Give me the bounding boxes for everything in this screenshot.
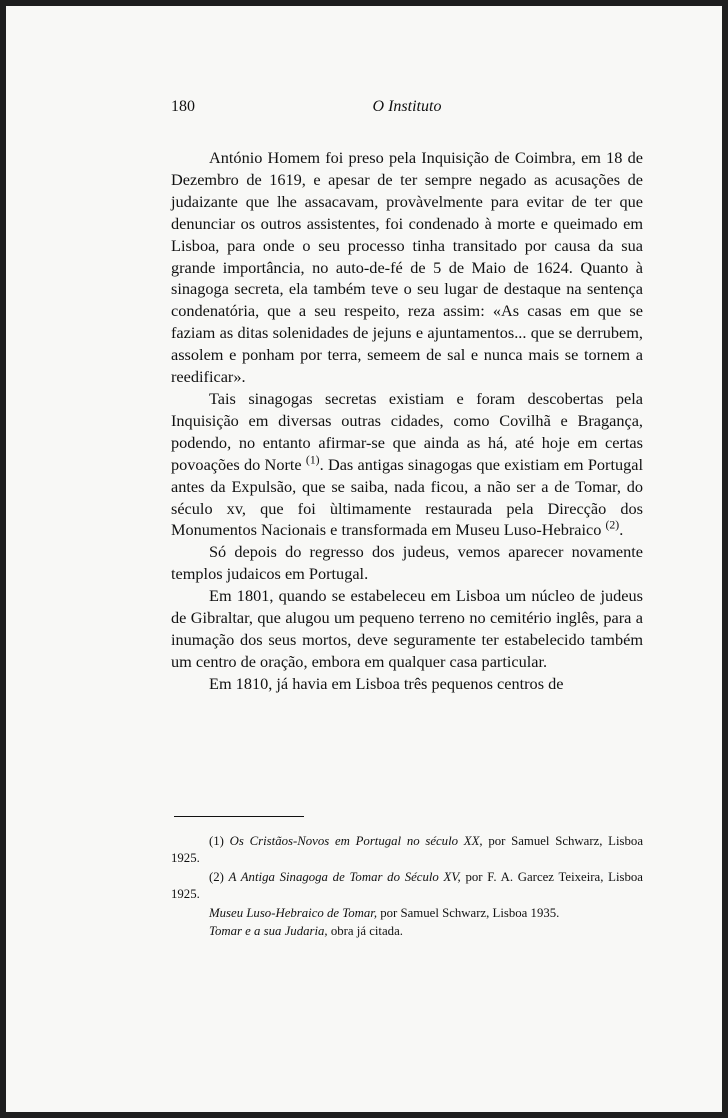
paragraph: António Homem foi preso pela Inquisição de Coimbra, em 18 de Dezembro de 1619, e apesar de ter sempre negado as acusações de judaizante que lhe assacavam, provàvelmente para evitar de ter que denunciar os outros assistentes, foi condenado à morte e queimado em Lisboa, para onde o seu processo tinha transitado por causa da sua grande importância, no auto-de-fé de 5 de Maio de 1624. Quanto à sinagoga secreta, ela também teve o seu lugar de destaque na sentença condenatória, que a seu respeito, reza assim: «As casas em que se faziam as ditas solenidades de jejuns e ajuntamentos... que se derrubem, assolem e ponham por terra, semeem de sal e nunca mais se tornem a reedificar».: [171, 148, 643, 387]
paragraph: [171, 388, 643, 541]
paragraph: Só depois do regresso dos judeus, vemos aparecer novamente templos judaicos em Portugal.: [171, 542, 643, 584]
footnote-text: por Samuel Schwarz, Lisboa 1935.: [377, 905, 560, 920]
paragraph-text: . Das antigas sinagogas que existiam em Portugal antes da Expulsão, que se saiba, nada ficou, a não ser a de Tomar, do século xv, que foi ùltimamente restaurada pela Direcção dos Monumentos Nacionais e transformada em Museu Luso-Hebraico: [171, 454, 643, 540]
footnote-marker: (2): [209, 869, 224, 884]
footnote-title: A Antiga Sinagoga de Tomar do Século XV,: [228, 869, 461, 884]
footnote: [171, 833, 643, 868]
footnote-ref: (2): [605, 518, 620, 532]
footnote-title: Museu Luso-Hebraico de Tomar,: [209, 905, 378, 920]
footnotes: [171, 833, 643, 941]
paragraph-text: .: [619, 520, 624, 540]
footnote-title: Os Cristãos-Novos em Portugal no século XX,: [229, 834, 483, 848]
footnote-divider: [174, 816, 304, 817]
body-text: [171, 147, 643, 695]
footnote-text: por Samuel Schwarz, Lisboa 1925.: [171, 834, 644, 866]
paragraph: Em 1810, já havia em Lisboa três pequenos centros de: [209, 673, 564, 693]
page-number: 180: [171, 98, 195, 115]
footnote: [171, 905, 643, 922]
footnote-marker: (1): [209, 834, 224, 848]
running-head: O Instituto: [372, 98, 442, 115]
paragraph-text: Tais sinagogas secretas existiam e foram descobertas pela Inquisição em diversas outras cidades, como Covilhã e Bragança, podendo, no entanto afirmar-se que ainda as há, até hoje em certas povoações do Norte: [171, 388, 643, 474]
footnote: [171, 923, 643, 940]
footnote-text: por F. A. Garcez Teixeira, Lisboa 1925.: [171, 869, 643, 902]
book-page: [6, 6, 722, 1112]
footnote: [171, 869, 643, 904]
footnote-ref: (1): [305, 453, 320, 467]
footnote-text: obra já citada.: [327, 924, 403, 939]
paragraph: Em 1801, quando se estabeleceu em Lisboa um núcleo de judeus de Gibraltar, que alugou um pequeno terreno no cemitério inglês, para a inumação dos seus mortos, deve seguramente ter estabelecido também um centro de oração, embora em qualquer casa particular.: [171, 586, 643, 671]
footnote-title: Tomar e a sua Judaria,: [209, 924, 328, 939]
